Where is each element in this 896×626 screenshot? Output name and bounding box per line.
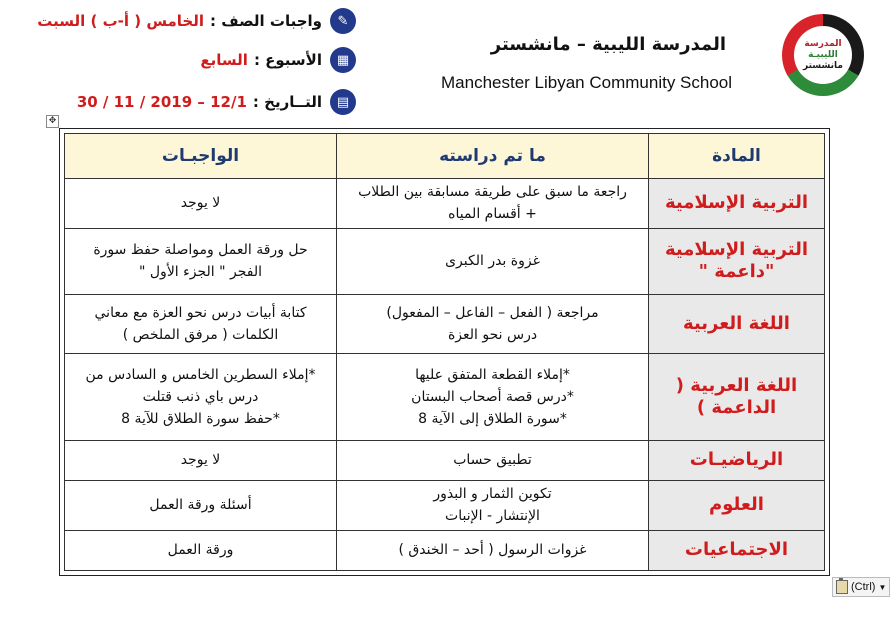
table-body — [65, 179, 825, 571]
calendar-icon: ▦ — [330, 47, 356, 73]
studied-cell — [337, 440, 649, 480]
studied-line: تكوين الثمار و البذور — [433, 486, 552, 503]
homework-line: الفجر " الجزء الأول " — [139, 264, 262, 281]
studied-cell — [337, 179, 649, 229]
homework-cell — [65, 228, 337, 295]
homework-line: لا يوجد — [180, 452, 221, 469]
studied-cell — [337, 295, 649, 354]
table-row — [65, 353, 825, 440]
logo-text — [794, 26, 852, 84]
subject-cell: الاجتماعيات — [649, 530, 825, 570]
subject-cell: العلوم — [649, 481, 825, 531]
calculator-icon: ▤ — [330, 89, 356, 115]
homework-line: درس باي ذنب قتلت — [142, 388, 259, 405]
studied-line: راجعة ما سبق على طريقة مسابقة بين الطلاب — [358, 184, 627, 201]
homework-table-frame — [59, 128, 830, 576]
clipboard-icon — [836, 580, 848, 594]
homework-cell — [65, 481, 337, 531]
subject-cell: التربية الإسلامية — [649, 179, 825, 229]
studied-line: + أقسام المياه — [448, 206, 537, 223]
studied-cell — [337, 481, 649, 531]
homework-line: لا يوجد — [180, 195, 221, 212]
subject-cell: الرياضيـات — [649, 440, 825, 480]
subject-cell: اللغة العربية — [649, 295, 825, 354]
school-name-english: Manchester Libyan Community School — [441, 73, 733, 92]
header-studied: ما تم دراسته — [337, 134, 649, 179]
homework-cell — [65, 440, 337, 480]
homework-line: *حفظ سورة الطلاق للآية 8 — [121, 410, 280, 427]
header-subject: المادة — [649, 134, 825, 179]
school-name-arabic: المدرسة الليبية – مانشستر — [490, 34, 726, 55]
logo-line-3: مانشستر — [803, 60, 843, 71]
table-row — [65, 179, 825, 229]
studied-line: غزوات الرسول ( أحد – الخندق ) — [398, 542, 587, 559]
studied-cell — [337, 228, 649, 295]
table-row — [65, 481, 825, 531]
homework-line: *إملاء السطرين الخامس و السادس من — [85, 366, 316, 383]
subject-cell: اللغة العربية ( الداعمة ) — [649, 353, 825, 440]
homework-line: حل ورقة العمل ومواصلة حفظ سورة — [93, 242, 308, 259]
studied-line: درس نحو العزة — [447, 326, 538, 343]
homework-cell — [65, 530, 337, 570]
table-row — [65, 295, 825, 354]
studied-line: تطبيق حساب — [453, 452, 532, 469]
edit-icon: ✎ — [330, 8, 356, 34]
studied-line: *سورة الطلاق إلى الآية 8 — [418, 410, 567, 427]
studied-line: مراجعة ( الفعل – الفاعل – المفعول) — [386, 304, 599, 321]
paste-options-button[interactable] — [832, 577, 890, 597]
chevron-down-icon: ▼ — [878, 582, 887, 592]
studied-line: *إملاء القطعة المتفق عليها — [415, 366, 570, 383]
homework-line: أسئلة ورقة العمل — [149, 497, 252, 514]
studied-cell — [337, 530, 649, 570]
homework-table — [64, 133, 825, 571]
homework-cell — [65, 353, 337, 440]
school-logo — [782, 14, 864, 96]
studied-line: غزوة بدر الكبرى — [445, 253, 540, 270]
paste-options-label: (Ctrl) — [851, 581, 876, 593]
homework-cell — [65, 179, 337, 229]
header-homework: الواجبـات — [65, 134, 337, 179]
table-move-handle-icon[interactable]: ✥ — [46, 115, 59, 128]
subject-cell: التربية الإسلامية "داعمة " — [649, 228, 825, 295]
homework-cell — [65, 295, 337, 354]
table-header-row — [65, 134, 825, 179]
class-value: الخامس ( أ-ب ) السبت — [37, 12, 205, 30]
class-info — [37, 8, 356, 34]
date-label: التــاريخ : — [252, 93, 322, 111]
homework-line: الكلمات ( مرفق الملخص ) — [122, 326, 279, 343]
table-row — [65, 530, 825, 570]
table-row — [65, 440, 825, 480]
date-value: 30 / 11 / 2019 – 12/1 — [76, 93, 247, 111]
studied-cell — [337, 353, 649, 440]
class-label: واجبات الصف : — [210, 12, 322, 30]
homework-line: كتابة أبيات درس نحو العزة مع معاني — [94, 304, 307, 321]
date-info — [77, 89, 356, 115]
logo-line-2: الليبيـة — [808, 49, 838, 60]
logo-line-1: المدرسة — [804, 38, 842, 49]
week-label: الأسبوع : — [253, 51, 322, 69]
table-row — [65, 228, 825, 295]
week-value: السابع — [200, 51, 248, 69]
week-info — [200, 47, 356, 73]
homework-line: ورقة العمل — [167, 542, 234, 559]
studied-line: *درس قصة أصحاب البستان — [411, 388, 574, 405]
studied-line: الإنتشار - الإنبات — [445, 508, 540, 525]
